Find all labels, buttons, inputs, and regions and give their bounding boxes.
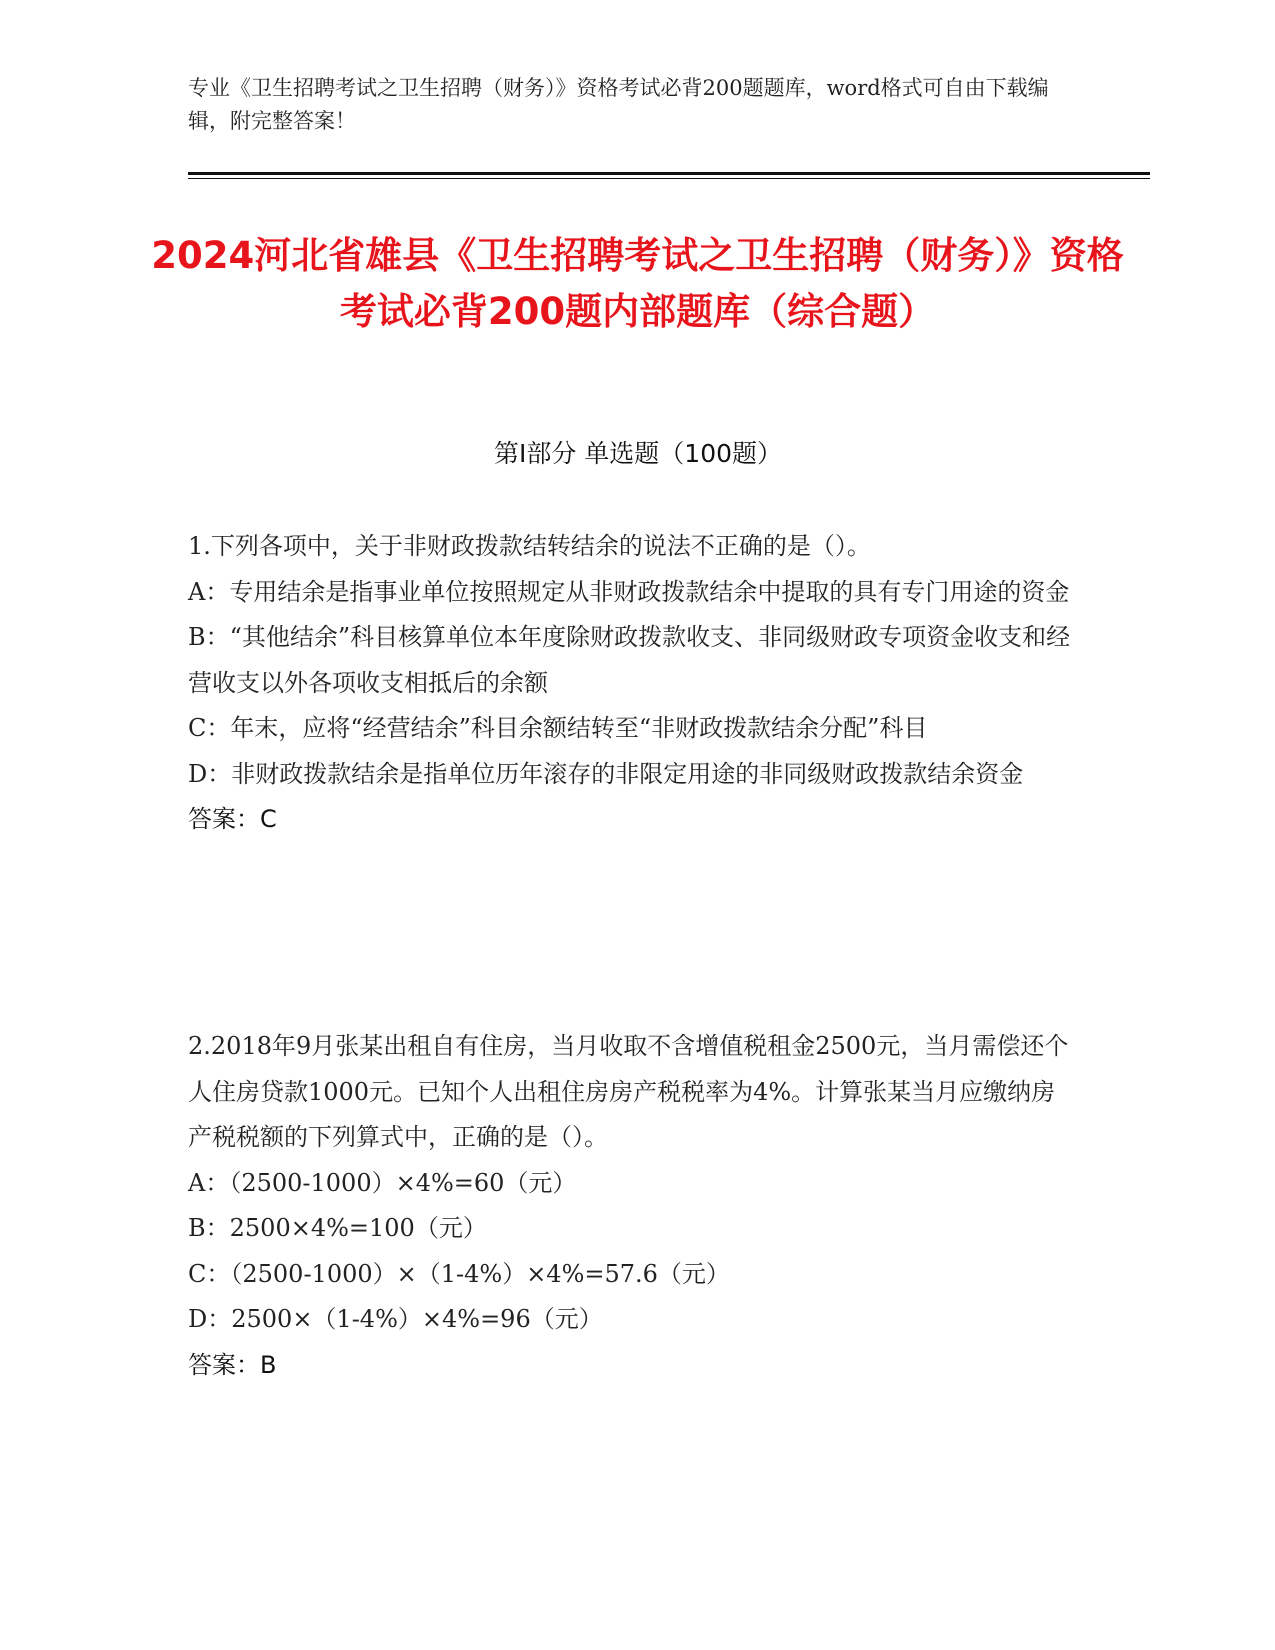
- option-b: B：“其他结余”科目核算单位本年度除财政拨款收支、非同级财政专项资金收支和经营收支以外各项收支相抵后的余额: [188, 623, 1071, 697]
- document-title: 2024河北省雄县《卫生招聘考试之卫生招聘（财务）》资格考试必背200题内部题库（综合题）: [151, 234, 1124, 333]
- option-c: C：年末，应将“经营结余”科目余额结转至“非财政拨款结余分配”科目: [188, 714, 928, 742]
- option-d: D：非财政拨款结余是指单位历年滚存的非限定用途的非同级财政拨款结余资金: [188, 759, 1024, 788]
- header-note: 专业《卫生招聘考试之卫生招聘（财务）》资格考试必背200题题库，word格式可自由下载编辑，附完整答案！: [188, 76, 1049, 133]
- answer: 答案：B: [188, 1350, 277, 1379]
- option-d: D：2500×（1-4%）×4%=96（元）: [188, 1305, 603, 1333]
- option-a: A：（2500-1000）×4%=60（元）: [188, 1168, 577, 1197]
- option-b: B：2500×4%=100（元）: [188, 1214, 487, 1242]
- answer: 答案：C: [188, 805, 277, 833]
- header-divider-thin: [188, 178, 1150, 179]
- section-title: 第Ⅰ部分 单选题（100题）: [493, 439, 783, 468]
- header-divider-thick: [188, 172, 1150, 175]
- question-2: [188, 1024, 1078, 1388]
- question-stem: 2.2018年9月张某出租自有住房，当月收取不含增值税租金2500元，当月需偿还个人住房贷款1000元。已知个人出租住房房产税税率为4%。计算张某当月应缴纳房产税税额的下列算式中，正确的是（）。: [188, 1032, 1069, 1151]
- option-c: C：（2500-1000）×（1-4%）×4%=57.6（元）: [188, 1259, 730, 1288]
- question-stem: 1.下列各项中，关于非财政拨款结转结余的说法不正确的是（）。: [188, 532, 871, 560]
- question-1: [188, 524, 1078, 843]
- option-a: A：专用结余是指事业单位按照规定从非财政拨款结余中提取的具有专门用途的资金: [188, 577, 1070, 606]
